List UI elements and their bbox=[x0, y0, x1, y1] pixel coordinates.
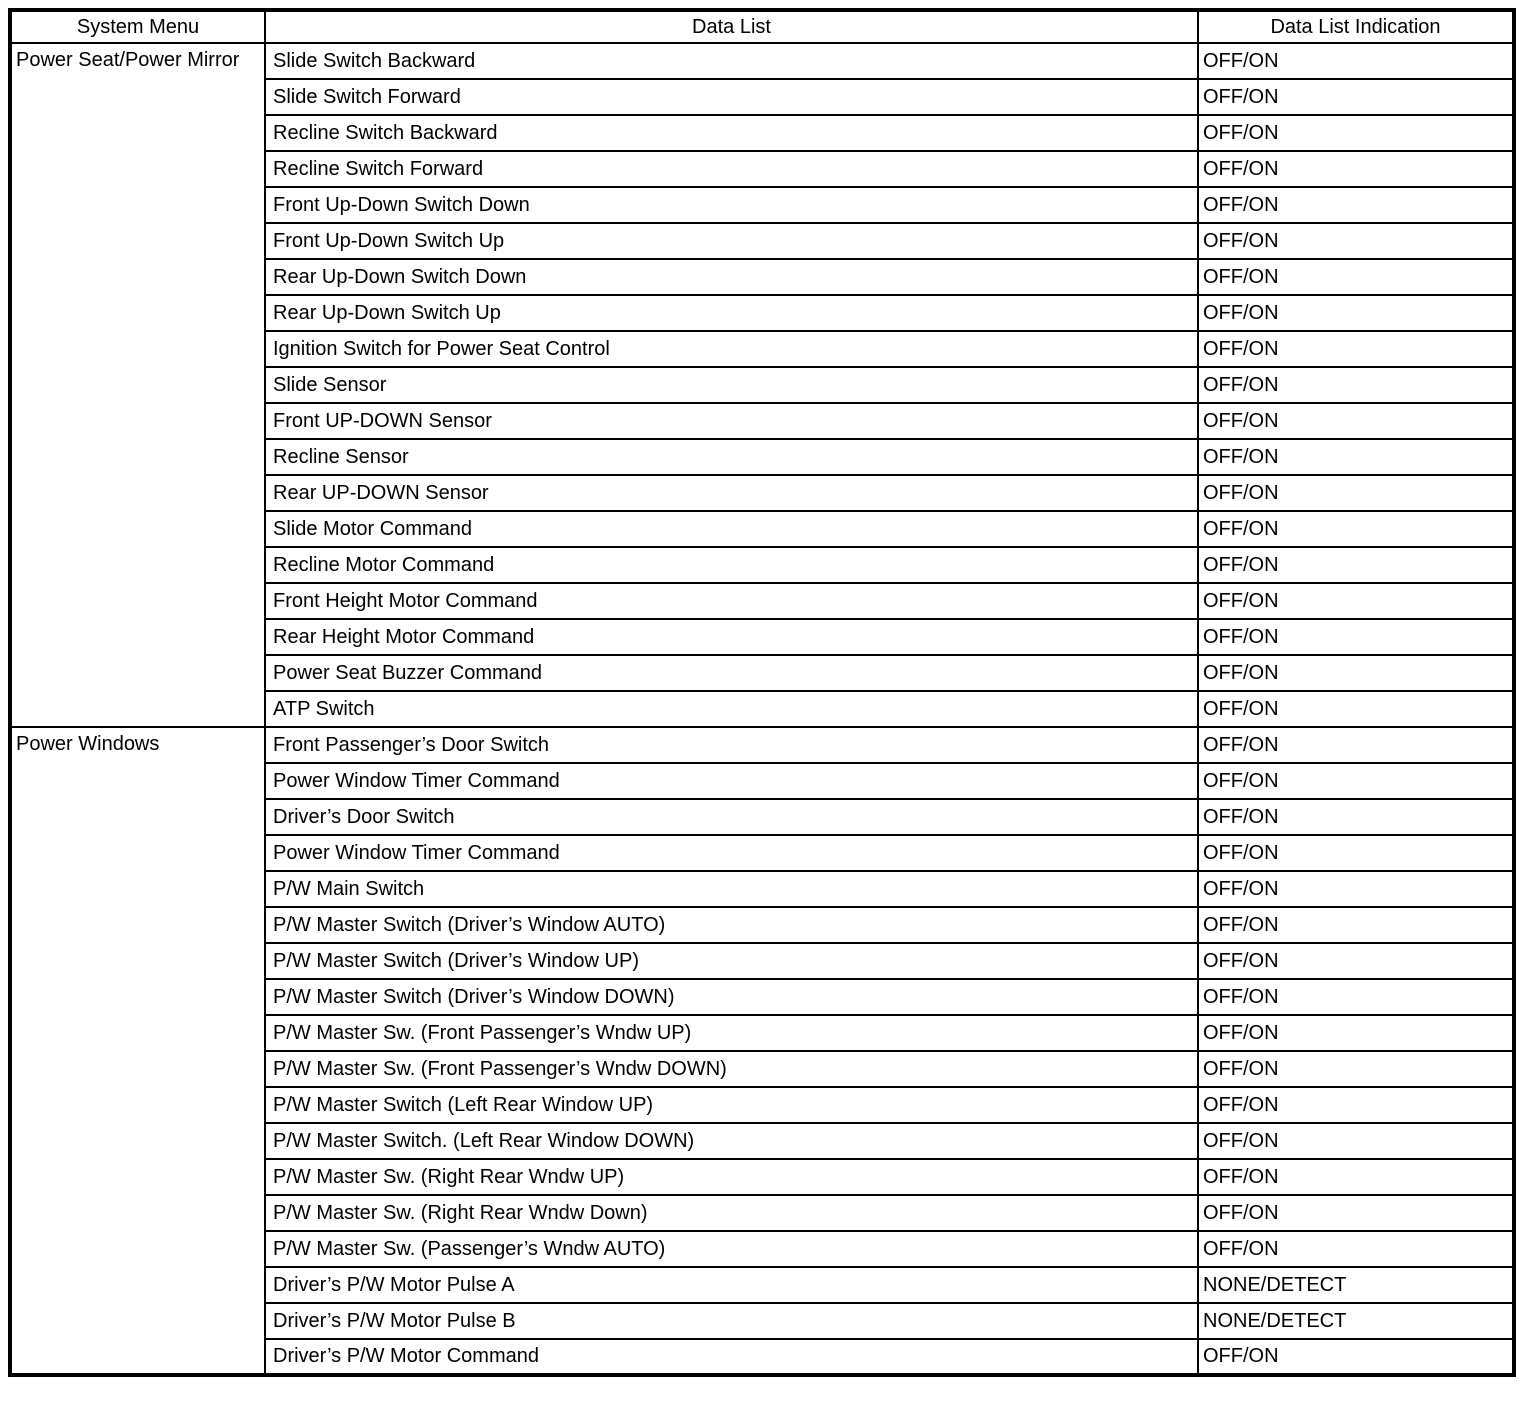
indication-cell: OFF/ON bbox=[1198, 259, 1514, 295]
indication-cell: OFF/ON bbox=[1198, 691, 1514, 727]
table-header bbox=[10, 10, 1514, 43]
indication-cell: OFF/ON bbox=[1198, 871, 1514, 907]
indication-cell: OFF/ON bbox=[1198, 151, 1514, 187]
header-row bbox=[10, 10, 1514, 43]
data-list-cell: Rear Up-Down Switch Up bbox=[265, 295, 1198, 331]
indication-cell: OFF/ON bbox=[1198, 187, 1514, 223]
data-list-cell: Recline Switch Backward bbox=[265, 115, 1198, 151]
data-list-cell: P/W Main Switch bbox=[265, 871, 1198, 907]
data-list-cell: Slide Motor Command bbox=[265, 511, 1198, 547]
indication-cell: OFF/ON bbox=[1198, 439, 1514, 475]
data-list-cell: Driver’s Door Switch bbox=[265, 799, 1198, 835]
data-list-cell: P/W Master Sw. (Right Rear Wndw Down) bbox=[265, 1195, 1198, 1231]
indication-cell: OFF/ON bbox=[1198, 979, 1514, 1015]
data-list-cell: Driver’s P/W Motor Pulse B bbox=[265, 1303, 1198, 1339]
data-list-cell: Front Up-Down Switch Down bbox=[265, 187, 1198, 223]
data-list-cell: Recline Motor Command bbox=[265, 547, 1198, 583]
indication-cell: OFF/ON bbox=[1198, 295, 1514, 331]
data-list-cell: Front Height Motor Command bbox=[265, 583, 1198, 619]
data-list-cell: Driver’s P/W Motor Command bbox=[265, 1339, 1198, 1375]
indication-cell: OFF/ON bbox=[1198, 655, 1514, 691]
header-data-list-indication: Data List Indication bbox=[1198, 10, 1514, 43]
indication-cell: OFF/ON bbox=[1198, 1159, 1514, 1195]
indication-cell: OFF/ON bbox=[1198, 43, 1514, 79]
data-list-cell: P/W Master Sw. (Right Rear Wndw UP) bbox=[265, 1159, 1198, 1195]
data-list-cell: P/W Master Switch (Left Rear Window UP) bbox=[265, 1087, 1198, 1123]
indication-cell: OFF/ON bbox=[1198, 583, 1514, 619]
indication-cell: OFF/ON bbox=[1198, 1015, 1514, 1051]
indication-cell: OFF/ON bbox=[1198, 763, 1514, 799]
system-menu-cell: Power Windows bbox=[10, 727, 265, 1375]
system-menu-cell: Power Seat/Power Mirror bbox=[10, 43, 265, 727]
indication-cell: OFF/ON bbox=[1198, 511, 1514, 547]
indication-cell: OFF/ON bbox=[1198, 1339, 1514, 1375]
indication-cell: OFF/ON bbox=[1198, 115, 1514, 151]
header-data-list: Data List bbox=[265, 10, 1198, 43]
data-list-cell: P/W Master Sw. (Front Passenger’s Wndw DOWN) bbox=[265, 1051, 1198, 1087]
indication-cell: OFF/ON bbox=[1198, 1051, 1514, 1087]
data-list-cell: Slide Switch Forward bbox=[265, 79, 1198, 115]
data-list-cell: Recline Sensor bbox=[265, 439, 1198, 475]
header-system-menu: System Menu bbox=[10, 10, 265, 43]
data-list-cell: Rear Height Motor Command bbox=[265, 619, 1198, 655]
data-list-cell: Driver’s P/W Motor Pulse A bbox=[265, 1267, 1198, 1303]
indication-cell: OFF/ON bbox=[1198, 1123, 1514, 1159]
indication-cell: OFF/ON bbox=[1198, 403, 1514, 439]
data-list-cell: ATP Switch bbox=[265, 691, 1198, 727]
data-list-cell: Power Window Timer Command bbox=[265, 763, 1198, 799]
data-list-cell: Rear Up-Down Switch Down bbox=[265, 259, 1198, 295]
data-list-cell: P/W Master Switch (Driver’s Window UP) bbox=[265, 943, 1198, 979]
indication-cell: OFF/ON bbox=[1198, 1195, 1514, 1231]
indication-cell: OFF/ON bbox=[1198, 619, 1514, 655]
indication-cell: NONE/DETECT bbox=[1198, 1303, 1514, 1339]
data-list-cell: Front Up-Down Switch Up bbox=[265, 223, 1198, 259]
data-list-cell: Front Passenger’s Door Switch bbox=[265, 727, 1198, 763]
data-list-cell: P/W Master Sw. (Front Passenger’s Wndw UP) bbox=[265, 1015, 1198, 1051]
indication-cell: OFF/ON bbox=[1198, 943, 1514, 979]
data-list-cell: P/W Master Sw. (Passenger’s Wndw AUTO) bbox=[265, 1231, 1198, 1267]
indication-cell: OFF/ON bbox=[1198, 1231, 1514, 1267]
table-row bbox=[10, 43, 1514, 79]
indication-cell: OFF/ON bbox=[1198, 475, 1514, 511]
indication-cell: OFF/ON bbox=[1198, 907, 1514, 943]
indication-cell: OFF/ON bbox=[1198, 799, 1514, 835]
data-list-table bbox=[8, 8, 1516, 1377]
data-list-cell: P/W Master Switch. (Left Rear Window DOWN) bbox=[265, 1123, 1198, 1159]
indication-cell: OFF/ON bbox=[1198, 367, 1514, 403]
indication-cell: OFF/ON bbox=[1198, 727, 1514, 763]
indication-cell: OFF/ON bbox=[1198, 331, 1514, 367]
data-list-cell: Power Seat Buzzer Command bbox=[265, 655, 1198, 691]
indication-cell: OFF/ON bbox=[1198, 547, 1514, 583]
indication-cell: OFF/ON bbox=[1198, 1087, 1514, 1123]
table-row bbox=[10, 727, 1514, 763]
indication-cell: NONE/DETECT bbox=[1198, 1267, 1514, 1303]
data-list-cell: Recline Switch Forward bbox=[265, 151, 1198, 187]
data-list-cell: Slide Switch Backward bbox=[265, 43, 1198, 79]
data-list-cell: Power Window Timer Command bbox=[265, 835, 1198, 871]
data-list-cell: Slide Sensor bbox=[265, 367, 1198, 403]
data-list-cell: Ignition Switch for Power Seat Control bbox=[265, 331, 1198, 367]
data-list-cell: P/W Master Switch (Driver’s Window AUTO) bbox=[265, 907, 1198, 943]
data-list-cell: Rear UP-DOWN Sensor bbox=[265, 475, 1198, 511]
data-list-cell: Front UP-DOWN Sensor bbox=[265, 403, 1198, 439]
table-body bbox=[10, 43, 1514, 1375]
indication-cell: OFF/ON bbox=[1198, 223, 1514, 259]
data-list-cell: P/W Master Switch (Driver’s Window DOWN) bbox=[265, 979, 1198, 1015]
indication-cell: OFF/ON bbox=[1198, 835, 1514, 871]
indication-cell: OFF/ON bbox=[1198, 79, 1514, 115]
